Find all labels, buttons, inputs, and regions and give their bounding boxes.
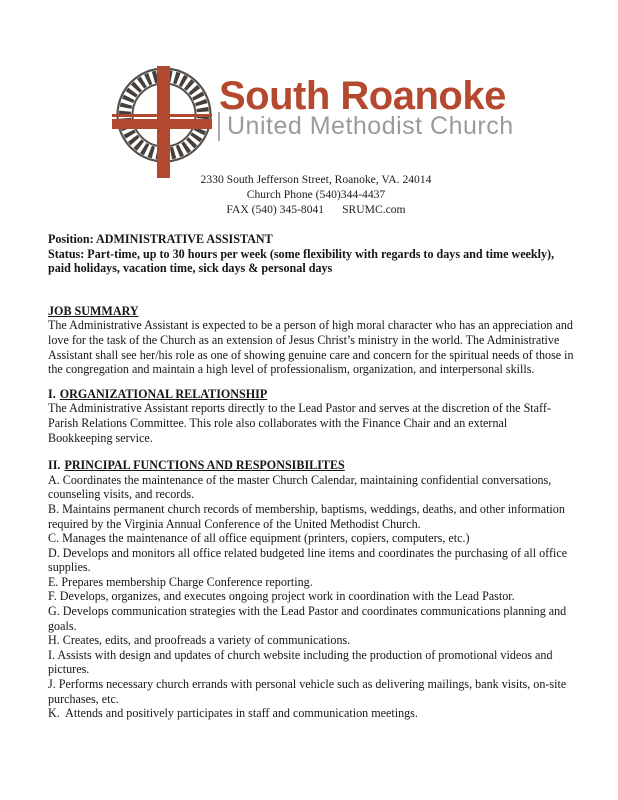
fax-number: FAX (540) 345-8041 [226,203,325,217]
organizational-relationship-text: The Administrative Assistant reports directly to the Lead Pastor and serves at the discretion of the Staff-Parish Relations Committee. This role also collaborates with the Finance Chair and an external Bookkeeping service. [48,401,551,445]
contact-block [14,172,618,218]
organizational-relationship-heading-text: ORGANIZATIONAL RELATIONSHIP [59,386,268,401]
church-logo-icon [106,60,224,184]
job-summary-heading-text: JOB SUMMARY [48,303,139,318]
responsibility-item-d: D. Develops and monitors all office related budgeted line items and coordinates the purchasing of all office supplies. [48,545,571,575]
responsibility-item-e: E. Prepares membership Charge Conference reporting. [48,574,313,589]
church-denomination: United Methodist Church [218,112,514,141]
street-address: 2330 South Jefferson Street, Roanoke, VA. 24014 [200,173,432,186]
principal-functions-heading [48,458,574,473]
position-line: Position: ADMINISTRATIVE ASSISTANT [48,232,273,246]
section-number: I. [48,386,56,401]
responsibility-item-f: F. Develops, organizes, and executes ongoing project work in coordination with the Lead Pastor. [48,589,515,604]
website: SRUMC.com [342,203,406,217]
responsibility-item-b: B. Maintains permanent church records of membership, baptisms, weddings, deaths, and other information required by the Virginia Annual Conference of the United Methodist Church. [48,501,568,531]
job-summary-heading [48,304,574,319]
responsibility-item-k: K. Attends and positively participates in staff and communication meetings. [48,706,418,721]
church-name: South Roanoke [219,74,506,118]
responsibility-item-a: A. Coordinates the maintenance of the master Church Calendar, maintaining confidential conversations, counseling visits, and records. [48,472,555,502]
organizational-relationship-heading [48,387,574,402]
job-summary-text: The Administrative Assistant is expected to be a person of high moral character who has an appreciation and love for the task of the Church as an extension of Jesus Christ’s ministry in the world. The Administrative Assistant shall see her/his role as one of showing genuine care and concern for the spiritual needs of those in the congregation and maintain a high level of professionalism, organization, and interpersonal skills. [48,318,574,377]
job-description-body [48,232,574,721]
responsibility-item-g: G. Develops communication strategies with the Lead Pastor and coordinates communications planning and goals. [48,604,570,633]
phone-line: Church Phone (540)344-4437 [246,188,386,202]
responsibility-item-i: I. Assists with design and updates of church website including the production of promotional videos and pictures. [48,647,556,677]
status-line: Status: Part-time, up to 30 hours per week (some flexibility with regards to days and time weekly), paid holidays, vacation time, sick days & personal days [48,246,555,276]
responsibility-item-j: J. Performs necessary church errands with personal vehicle such as delivering mailings, bank visits, on-site purchases, etc. [48,677,570,706]
fax-line [14,202,618,217]
responsibility-item-h: H. Creates, edits, and proofreads a variety of communications. [48,633,351,648]
responsibility-item-c: C. Manages the maintenance of all office equipment (printers, copiers, computers, etc.) [48,531,470,546]
principal-functions-heading-text: PRINCIPAL FUNCTIONS AND RESPONSIBILITES [64,458,345,473]
section-number: II. [48,458,61,473]
